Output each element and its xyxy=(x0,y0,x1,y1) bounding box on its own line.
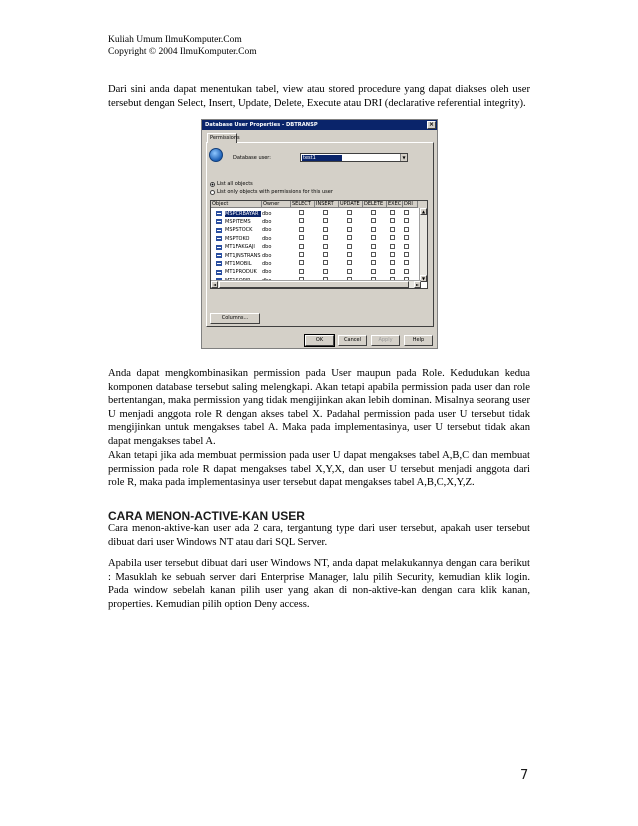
cancel-button[interactable]: Cancel xyxy=(338,335,367,346)
table-icon xyxy=(216,228,222,233)
select-permission-checkbox[interactable] xyxy=(299,235,304,240)
delete-permission-cell xyxy=(361,210,385,217)
scroll-up-icon[interactable]: ▲ xyxy=(421,209,426,214)
scroll-right-icon[interactable]: ► xyxy=(415,282,420,287)
paragraph-windows-nt: Apabila user tersebut dibuat dari user Windows NT, anda dapat melakukannya dengan cara berikut : Masuklah ke sebuah server dari Enterprise Manager, lalu pilih Security, kemudian klik login. Pada window sebelah kanan pilih user yang akan di non-aktive-kan dengan cara klik kanan, properties. Kemudian pilih option Deny access. xyxy=(108,558,530,610)
owner-cell: dbo xyxy=(262,210,272,217)
paragraph-role-combination: Anda dapat mengkombinasikan permission pada User maupun pada Role. Kedudukan kedua komponen database tersebut saling melengkapi. Akan tetapi apabila permission pada user dan role bertentangan, maka permission yang tidak mengijinkan akan lebih dominan. Misalnya seorang user U menjadi anggota role R dengan akses tabel X. Padahal permission pada user U tersebut tidak mengijinkan untuk mengakses tabel A. Maka pada implementasinya, user U tersebut tidak akan dapat mengakses tabel A. xyxy=(108,368,530,447)
exec-permission-cell xyxy=(385,260,399,267)
delete-permission-checkbox[interactable] xyxy=(371,235,376,240)
radio-list-all-objects[interactable] xyxy=(210,181,253,187)
update-permission-checkbox[interactable] xyxy=(347,227,352,232)
section-heading: CARA MENON-ACTIVE-KAN USER xyxy=(108,509,305,523)
exec-permission-cell xyxy=(385,210,399,217)
insert-permission-checkbox[interactable] xyxy=(323,218,328,223)
insert-permission-cell xyxy=(313,235,337,242)
column-header-insert[interactable]: INSERT xyxy=(315,201,339,208)
select-permission-checkbox[interactable] xyxy=(299,252,304,257)
insert-permission-cell xyxy=(313,269,337,276)
header-copyright: Copyright © 2004 IlmuKomputer.Com xyxy=(108,47,257,57)
scroll-down-icon[interactable]: ▼ xyxy=(421,276,426,281)
scrollbar-thumb[interactable] xyxy=(219,281,409,288)
update-permission-checkbox[interactable] xyxy=(347,252,352,257)
delete-permission-cell xyxy=(361,260,385,267)
delete-permission-checkbox[interactable] xyxy=(371,210,376,215)
column-header-exec[interactable]: EXEC xyxy=(388,201,402,207)
dri-permission-checkbox[interactable] xyxy=(404,260,409,265)
owner-cell: dbo xyxy=(262,235,272,242)
database-user-label: Database user: xyxy=(233,155,271,161)
exec-permission-checkbox[interactable] xyxy=(390,244,395,249)
dri-permission-cell xyxy=(399,227,413,234)
dri-permission-cell xyxy=(399,235,413,242)
select-permission-cell xyxy=(289,218,313,225)
exec-permission-cell xyxy=(385,252,399,259)
insert-permission-checkbox[interactable] xyxy=(323,210,328,215)
tab-permissions[interactable]: Permissions xyxy=(207,133,237,143)
update-permission-checkbox[interactable] xyxy=(347,235,352,240)
dialog-title: Database User Properties - DBTRANSP xyxy=(205,122,318,128)
dri-permission-checkbox[interactable] xyxy=(404,235,409,240)
exec-permission-cell xyxy=(385,244,399,251)
scroll-left-icon[interactable]: ◄ xyxy=(212,282,217,287)
select-permission-checkbox[interactable] xyxy=(299,227,304,232)
table-icon xyxy=(216,219,222,224)
exec-permission-checkbox[interactable] xyxy=(390,260,395,265)
table-icon xyxy=(216,245,222,250)
insert-permission-checkbox[interactable] xyxy=(323,252,328,257)
table-icon xyxy=(216,236,222,241)
radio-list-all-label: List all objects xyxy=(217,181,253,187)
insert-permission-cell xyxy=(313,260,337,267)
update-permission-checkbox[interactable] xyxy=(347,269,352,274)
paragraph-section-intro: Cara menon-aktive-kan user ada 2 cara, tergantung type dari user tersebut, apakah user tersebut dibuat dari user Windows NT atau dari SQL Server. xyxy=(108,523,530,548)
columns-button[interactable]: Columns... xyxy=(210,313,260,324)
update-permission-cell xyxy=(337,252,361,259)
dri-permission-cell xyxy=(399,269,413,276)
dri-permission-cell xyxy=(399,252,413,259)
update-permission-cell xyxy=(337,260,361,267)
select-permission-cell xyxy=(289,269,313,276)
radio-unselected-icon xyxy=(210,190,215,195)
delete-permission-cell xyxy=(361,227,385,234)
insert-permission-checkbox[interactable] xyxy=(323,260,328,265)
insert-permission-cell xyxy=(313,252,337,259)
object-name-cell: MSPSTOCK xyxy=(225,227,253,234)
update-permission-cell xyxy=(337,235,361,242)
update-permission-checkbox[interactable] xyxy=(347,260,352,265)
help-button[interactable]: Help xyxy=(404,335,433,346)
owner-cell: dbo xyxy=(262,260,272,267)
table-icon xyxy=(216,211,222,216)
delete-permission-cell xyxy=(361,235,385,242)
grid-header xyxy=(211,201,427,208)
exec-permission-checkbox[interactable] xyxy=(390,269,395,274)
select-permission-checkbox[interactable] xyxy=(299,260,304,265)
exec-permission-checkbox[interactable] xyxy=(390,218,395,223)
delete-permission-cell xyxy=(361,244,385,251)
exec-permission-checkbox[interactable] xyxy=(390,227,395,232)
close-icon[interactable]: × xyxy=(428,121,435,128)
object-name-cell: MSPTOKO xyxy=(225,235,250,242)
update-permission-cell xyxy=(337,269,361,276)
delete-permission-checkbox[interactable] xyxy=(371,252,376,257)
object-name-cell: MT1FAKGAJI xyxy=(225,244,255,251)
select-permission-checkbox[interactable] xyxy=(299,269,304,274)
database-user-properties-dialog xyxy=(201,119,438,349)
delete-permission-checkbox[interactable] xyxy=(371,260,376,265)
exec-permission-checkbox[interactable] xyxy=(390,210,395,215)
owner-cell: dbo xyxy=(262,218,272,225)
dri-permission-checkbox[interactable] xyxy=(404,269,409,274)
header-course-title: Kuliah Umum IlmuKomputer.Com xyxy=(108,35,242,45)
insert-permission-checkbox[interactable] xyxy=(323,244,328,249)
column-header-owner[interactable]: Owner xyxy=(262,201,291,208)
column-header-dri[interactable]: DRI xyxy=(403,201,418,208)
column-header-object[interactable]: Object xyxy=(211,201,262,208)
insert-permission-cell xyxy=(313,244,337,251)
object-name-cell: MT1JNSTRANS xyxy=(225,252,261,259)
ok-button[interactable]: OK xyxy=(305,335,334,346)
select-permission-cell xyxy=(289,260,313,267)
update-permission-cell xyxy=(337,227,361,234)
object-name-cell: MSPCRBAYAR xyxy=(225,211,261,217)
dri-permission-cell xyxy=(399,210,413,217)
delete-permission-cell xyxy=(361,252,385,259)
insert-permission-checkbox[interactable] xyxy=(323,227,328,232)
update-permission-checkbox[interactable] xyxy=(347,210,352,215)
column-header-update[interactable]: UPDATE xyxy=(339,201,363,208)
owner-cell: dbo xyxy=(262,252,272,259)
column-header-delete[interactable]: DELETE xyxy=(363,201,387,208)
select-permission-checkbox[interactable] xyxy=(299,218,304,223)
delete-permission-checkbox[interactable] xyxy=(371,244,376,249)
table-icon xyxy=(216,270,222,275)
dialog-titlebar xyxy=(202,120,437,130)
paragraph-intro: Dari sini anda dapat menentukan tabel, view atau stored procedure yang dapat diakses oleh user tersebut dengan Select, Insert, Update, Delete, Execute atau DRI (declarative referential integrity). xyxy=(108,84,530,109)
dri-permission-checkbox[interactable] xyxy=(404,210,409,215)
insert-permission-checkbox[interactable] xyxy=(323,269,328,274)
page-number: 7 xyxy=(520,768,529,783)
database-user-select[interactable] xyxy=(300,153,408,162)
database-user-value: test1 xyxy=(302,155,342,161)
select-permission-cell xyxy=(289,235,313,242)
update-permission-cell xyxy=(337,218,361,225)
table-icon xyxy=(216,261,222,266)
update-permission-checkbox[interactable] xyxy=(347,244,352,249)
exec-permission-cell xyxy=(385,235,399,242)
dri-permission-checkbox[interactable] xyxy=(404,218,409,223)
permissions-grid xyxy=(210,200,428,289)
update-permission-cell xyxy=(337,210,361,217)
exec-permission-checkbox[interactable] xyxy=(390,252,395,257)
dri-permission-cell xyxy=(399,244,413,251)
insert-permission-checkbox[interactable] xyxy=(323,235,328,240)
select-permission-cell xyxy=(289,244,313,251)
owner-cell: dbo xyxy=(262,227,272,234)
insert-permission-cell xyxy=(313,227,337,234)
paragraph-example: Akan tetapi jika ada membuat permission pada user U dapat mengakses tabel A,B,C dan membuat permission pada role R dapat mengakses tabel X,Y,X, dan user U tersebut menjadi anggota dari role R, maka pada implementasinya user tersebut dapat mengakses tabel A,B,C,X,Y,Z. xyxy=(108,450,530,488)
dri-permission-cell xyxy=(399,260,413,267)
object-name-cell: MT1MOBIL xyxy=(225,260,252,267)
radio-list-permitted-label: List only objects with permissions for this user xyxy=(217,189,333,195)
select-permission-checkbox[interactable] xyxy=(299,244,304,249)
dri-permission-cell xyxy=(399,218,413,225)
select-permission-cell xyxy=(289,227,313,234)
dri-permission-checkbox[interactable] xyxy=(404,252,409,257)
database-user-globe-icon xyxy=(209,148,223,162)
radio-list-permitted-objects[interactable] xyxy=(210,189,333,195)
chevron-down-icon[interactable]: ▼ xyxy=(400,154,407,161)
insert-permission-cell xyxy=(313,210,337,217)
object-name-cell: MSPITEMS xyxy=(225,218,251,225)
exec-permission-cell xyxy=(385,218,399,225)
insert-permission-cell xyxy=(313,218,337,225)
exec-permission-checkbox[interactable] xyxy=(390,235,395,240)
column-header-select[interactable]: SELECT xyxy=(291,201,315,208)
owner-cell: dbo xyxy=(262,244,272,251)
exec-permission-cell xyxy=(385,227,399,234)
select-permission-cell xyxy=(289,252,313,259)
owner-cell: dbo xyxy=(262,269,272,276)
delete-permission-cell xyxy=(361,218,385,225)
select-permission-checkbox[interactable] xyxy=(299,210,304,215)
delete-permission-checkbox[interactable] xyxy=(371,227,376,232)
table-icon xyxy=(216,253,222,258)
update-permission-checkbox[interactable] xyxy=(347,218,352,223)
delete-permission-cell xyxy=(361,269,385,276)
radio-selected-icon xyxy=(210,182,215,187)
horizontal-scrollbar[interactable] xyxy=(211,280,421,288)
delete-permission-checkbox[interactable] xyxy=(371,218,376,223)
select-permission-cell xyxy=(289,210,313,217)
update-permission-cell xyxy=(337,244,361,251)
dri-permission-checkbox[interactable] xyxy=(404,227,409,232)
page-header xyxy=(108,34,257,58)
vertical-scrollbar[interactable] xyxy=(419,208,427,282)
exec-permission-cell xyxy=(385,269,399,276)
apply-button[interactable]: Apply xyxy=(371,335,400,346)
delete-permission-checkbox[interactable] xyxy=(371,269,376,274)
object-name-cell: MT1PRODUK xyxy=(225,269,257,276)
dri-permission-checkbox[interactable] xyxy=(404,244,409,249)
